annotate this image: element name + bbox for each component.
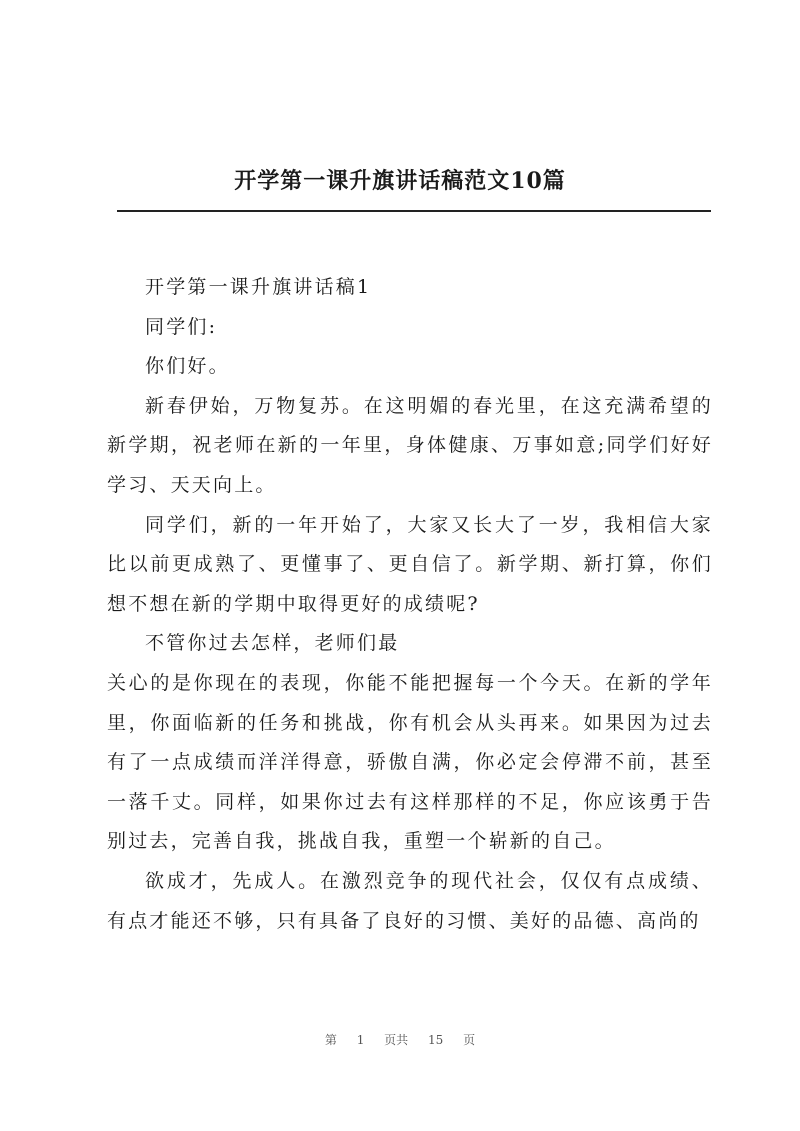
footer-label-of: 页共 <box>384 1033 409 1047</box>
footer-label-page: 第 <box>324 1033 337 1047</box>
title-divider <box>117 210 711 212</box>
footer-total-pages: 15 <box>428 1033 444 1047</box>
body-paragraph: 新春伊始，万物复苏。在这明媚的春光里，在这充满希望的新学期，祝老师在新的一年里，身体健康、万事如意;同学们好好学习、天天向上。 <box>107 394 713 496</box>
body-paragraph: 关心的是你现在的表现，你能不能把握每一个今天。在新的学年里，你面临新的任务和挑战，你有机会从头再来。如果因为过去有了一点成绩而洋洋得意，骄傲自满，你必定会停滞不前，甚至一落千丈。同样，如果你过去有这样那样的不足，你应该勇于告别过去，完善自我，挑战自我，重塑一个崭新的自己。 <box>107 671 713 853</box>
body-paragraph: 同学们，新的一年开始了，大家又长大了一岁，我相信大家比以前更成熟了、更懂事了、更自信了。新学期、新打算，你们想不想在新的学期中取得更好的成绩呢? <box>107 513 713 615</box>
document-title: 开学第一课升旗讲话稿范文10篇 <box>234 168 566 194</box>
footer-page-number: 1 <box>356 1033 365 1047</box>
section-heading: 开学第一课升旗讲话稿1 <box>145 276 372 298</box>
greeting: 你们好。 <box>145 355 230 378</box>
footer-label-end: 页 <box>463 1033 476 1047</box>
document-body <box>107 268 713 941</box>
body-paragraph: 不管你过去怎样，老师们最 <box>145 632 400 655</box>
salutation: 同学们: <box>145 315 218 338</box>
page-footer <box>0 1031 800 1048</box>
body-paragraph: 欲成才，先成人。在激烈竞争的现代社会，仅仅有点成绩、有点才能还不够，只有具备了良好的习惯、美好的品德、高尚的 <box>107 869 713 932</box>
